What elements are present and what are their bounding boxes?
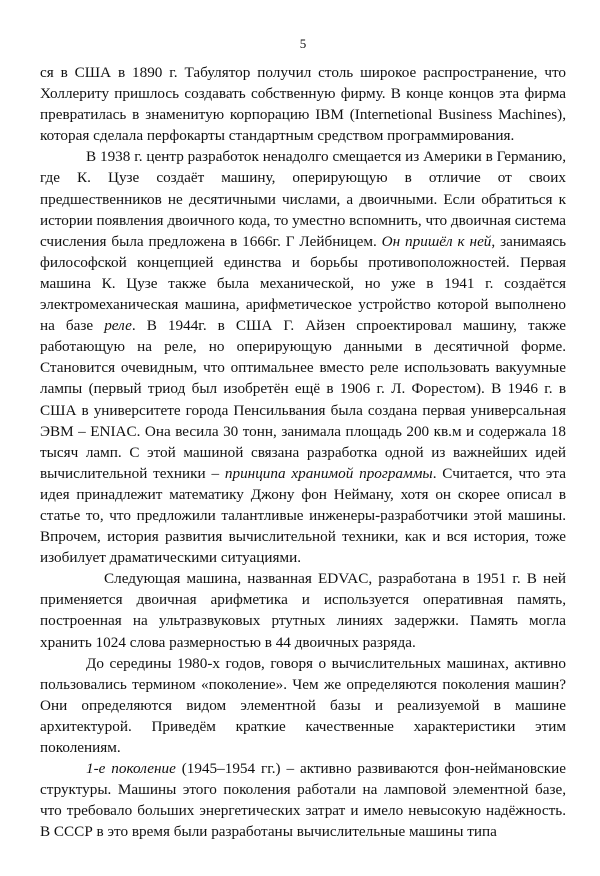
paragraph-text: . В 1944г. в США Г. Айзен спроектировал машину, также работающую на реле, но оперирующую данными в десятичной форме. Становится очевидным, что оптимальнее вместо реле использовать вакуумные лампы (первый триод был изобретён ещё в 1906 г. Л. Форестом). В 1946 г. в США в университете города Пенсильвания была создана первая универсальная ЭВМ – ENIAC. Она весила 30 тонн, занимала площадь 200 кв.м и содержала 18 тысяч ламп. С этой машиной связана разработка одной из важнейших идей вычислительной техники – <box>40 317 566 482</box>
paragraph-text: (1945–1954 гг.) – активно развиваются фон-неймановские структуры. Машины этого поколения работали на ламповой элементной базе, что требовало больших энергетических затрат и имело невысокую надёжность. В СССР в это время были разработаны вычислительные машины типа <box>40 760 566 841</box>
paragraph-text: . Считается, что эта идея принадлежит математику Джону фон Нейману, хотя он скорее описал в статье то, что предложили талантливые инженеры-разработчики этой машины. Впрочем, история развития вычислительной техники, как и вся история, тоже изобилует драматическими ситуациями. <box>40 464 566 567</box>
paragraph-zuse-eniac <box>40 146 566 568</box>
paragraph-edvac <box>40 568 566 652</box>
italic-phrase: реле <box>104 317 132 335</box>
italic-phrase: Он пришёл к ней <box>381 232 492 250</box>
paragraph-generations-intro <box>40 653 566 758</box>
italic-phrase: 1-е поколение <box>86 760 176 778</box>
paragraph-first-generation <box>40 758 566 842</box>
italic-phrase: принципа хранимой программы <box>224 464 433 482</box>
page-number: 5 <box>299 36 307 51</box>
paragraph-text: , занимаясь философской концепцией единства и борьбы противоположностей. Первая машина К. Цузе также была механической, но уже в 1941 г. создаётся электромеханическая машина, арифметическое устройство которой выполнено на базе <box>40 232 566 335</box>
paragraph-text: Следующая машина, названная EDVAC, разработана в 1951 г. В ней применяется двоичная арифметика и используется оперативная память, построенная на ультразвуковых ртутных линиях задержки. Память могла хранить 1024 слова размерностью в 44 двоичных разряда. <box>40 570 566 651</box>
paragraph-tabulator-ibm <box>40 62 566 146</box>
paragraph-text: ся в США в 1890 г. Табулятор получил столь широкое распространение, что Холлериту пришлось создавать собственную фирму. В конце концов эта фирма превратилась в знаменитую корпорацию IBM (Internetional Business Machines), которая сделала перфокарты стандартным средством программирования. <box>40 64 566 145</box>
paragraph-text: В 1938 г. центр разработок ненадолго смещается из Америки в Германию, где К. Цузе создаёт машину, оперирующую в отличие от своих предшественников не десятичными числами, а двоичными. Если обратиться к истории появления двоичного кода, то уместно вспомнить, что двоичная система счисления была предложена в 1666г. Г Лейбницем. <box>40 148 566 250</box>
paragraph-text: До середины 1980-х годов, говоря о вычислительных машинах, активно пользовались термином «поколение». Чем же определяются поколения машин? Они определяются видом элементной базы и реализуемой в машине архитектурой. Приведём краткие качественные характеристики этим поколениям. <box>40 654 566 756</box>
